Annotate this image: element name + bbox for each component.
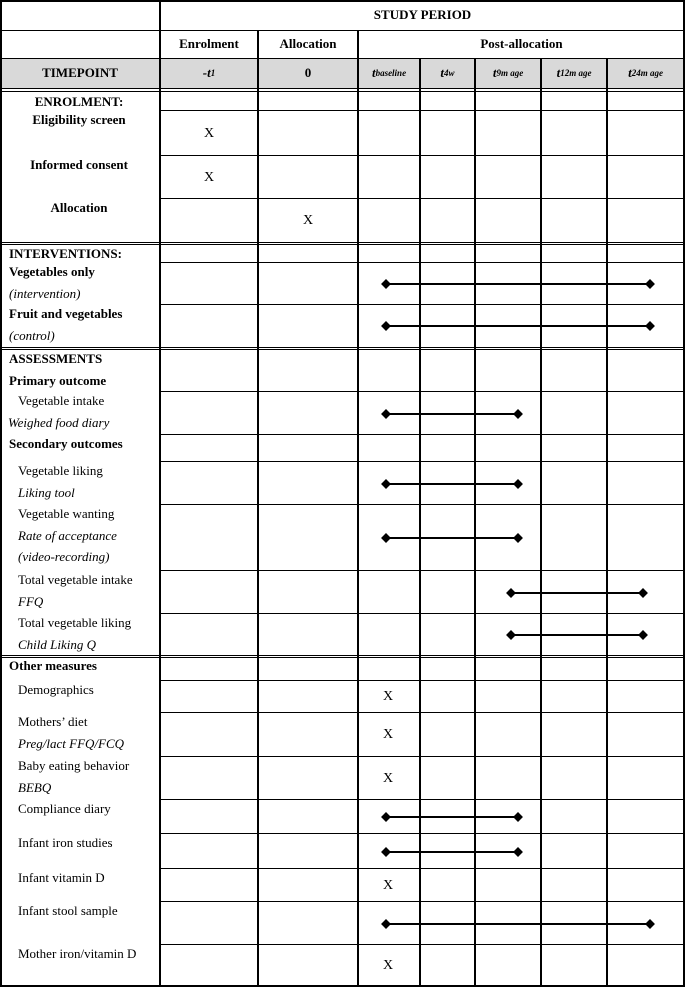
allocation-header: Allocation bbox=[279, 36, 337, 51]
label-line: BEBQ bbox=[18, 779, 52, 795]
label-line: Primary outcome bbox=[9, 372, 107, 388]
span-start-diamond bbox=[381, 919, 391, 929]
row-divider bbox=[160, 391, 685, 392]
row-label bbox=[0, 460, 158, 503]
label-line: (intervention) bbox=[9, 285, 81, 301]
timepoint-subscript: 9m age bbox=[496, 68, 524, 78]
study-period-header: STUDY PERIOD bbox=[373, 7, 472, 22]
row-divider bbox=[160, 198, 685, 199]
label-line: Infant iron studies bbox=[18, 835, 113, 850]
row-label bbox=[0, 612, 158, 655]
row-divider bbox=[160, 712, 685, 713]
label-line: Rate of acceptance bbox=[18, 527, 117, 543]
label-line: ASSESSMENTS bbox=[9, 351, 103, 366]
span-line bbox=[386, 483, 518, 485]
timepoint-label: t bbox=[440, 65, 445, 80]
timepoint-cell bbox=[607, 58, 684, 88]
x-mark: X bbox=[382, 877, 394, 893]
span-line bbox=[511, 634, 643, 636]
label-line: Compliance diary bbox=[18, 801, 111, 816]
row-divider bbox=[160, 304, 685, 305]
enrolment-header: Enrolment bbox=[179, 36, 239, 51]
timepoint-label: 0 bbox=[304, 65, 312, 80]
border bbox=[357, 30, 359, 987]
header-border bbox=[0, 30, 685, 31]
label-line: Allocation bbox=[50, 200, 108, 215]
span-start-diamond bbox=[381, 812, 391, 822]
row-label bbox=[0, 867, 158, 889]
span-start-diamond bbox=[381, 479, 391, 489]
header-border bbox=[0, 58, 685, 59]
label-line: Fruit and vegetables bbox=[9, 306, 123, 321]
label-line: ENROLMENT: bbox=[34, 94, 124, 109]
span-start-diamond bbox=[506, 630, 516, 640]
span-start-diamond bbox=[381, 533, 391, 543]
row-label bbox=[0, 154, 158, 176]
span-line bbox=[386, 413, 518, 415]
post-allocation-header: Post-allocation bbox=[480, 36, 563, 51]
timepoint-subscript: 1 bbox=[210, 68, 216, 78]
row-label bbox=[0, 197, 158, 219]
row-label bbox=[0, 348, 158, 391]
row-divider bbox=[160, 868, 685, 869]
label-line: Vegetable wanting bbox=[18, 506, 115, 521]
timepoint-header: TIMEPOINT bbox=[42, 65, 118, 80]
span-start-diamond bbox=[381, 409, 391, 419]
row-divider bbox=[160, 833, 685, 834]
row-divider bbox=[160, 901, 685, 902]
span-end-diamond bbox=[513, 409, 523, 419]
row-label bbox=[0, 655, 158, 677]
label-line: Mothers’ diet bbox=[18, 714, 88, 729]
row-divider bbox=[160, 461, 685, 462]
row-divider bbox=[160, 799, 685, 800]
span-start-diamond bbox=[381, 847, 391, 857]
timepoint-subscript: baseline bbox=[375, 68, 407, 78]
timepoint-cell bbox=[358, 58, 420, 88]
x-mark: X bbox=[382, 727, 394, 742]
x-mark: X bbox=[382, 770, 394, 786]
row-label bbox=[0, 679, 158, 701]
label-line: Baby eating behavior bbox=[18, 758, 130, 773]
label-line: Preg/lact FFQ/FCQ bbox=[18, 735, 125, 751]
span-end-diamond bbox=[513, 479, 523, 489]
span-start-diamond bbox=[506, 588, 516, 598]
label-line: Total vegetable liking bbox=[18, 615, 132, 630]
border bbox=[159, 0, 161, 987]
border bbox=[683, 0, 685, 987]
span-start-diamond bbox=[381, 321, 391, 331]
label-line: Child Liking Q bbox=[18, 636, 97, 652]
label-line: Infant stool sample bbox=[18, 903, 118, 918]
timepoint-label: t bbox=[628, 65, 632, 80]
span-end-diamond bbox=[645, 919, 655, 929]
row-label bbox=[0, 390, 158, 433]
header-border bbox=[0, 0, 685, 2]
row-label bbox=[0, 943, 158, 965]
x-mark: X bbox=[382, 957, 394, 973]
label-line: Mother iron/vitamin D bbox=[18, 946, 137, 961]
row-label bbox=[0, 798, 158, 820]
timepoint-cell bbox=[258, 58, 358, 88]
timepoint-subscript: 12m age bbox=[560, 68, 592, 78]
row-divider bbox=[160, 680, 685, 681]
label-line: Informed consent bbox=[30, 157, 128, 172]
span-line bbox=[386, 851, 518, 853]
label-line: Vegetables only bbox=[9, 264, 95, 279]
row-divider bbox=[160, 110, 685, 111]
span-end-diamond bbox=[513, 812, 523, 822]
span-end-diamond bbox=[513, 533, 523, 543]
row-divider bbox=[160, 613, 685, 614]
row-label bbox=[0, 109, 158, 131]
label-line: Total vegetable intake bbox=[18, 572, 133, 587]
row-label bbox=[0, 755, 158, 798]
row-divider bbox=[160, 155, 685, 156]
label-line: FFQ bbox=[18, 593, 44, 609]
timepoint-label: t bbox=[556, 65, 561, 80]
label-line: Infant vitamin D bbox=[18, 870, 105, 885]
label-line: Secondary outcomes bbox=[9, 436, 123, 451]
row-label bbox=[0, 832, 158, 854]
span-line bbox=[386, 537, 518, 539]
row-divider bbox=[160, 262, 685, 263]
row-divider bbox=[160, 434, 685, 435]
label-line: Weighed food diary bbox=[8, 414, 110, 430]
x-mark: X bbox=[382, 689, 394, 704]
row-label bbox=[0, 711, 158, 754]
timepoint-label: -t bbox=[202, 65, 211, 80]
label-line: Demographics bbox=[18, 682, 94, 697]
span-end-diamond bbox=[638, 588, 648, 598]
span-line bbox=[386, 325, 650, 327]
timepoint-label: t bbox=[492, 65, 497, 80]
label-line: INTERVENTIONS: bbox=[9, 246, 122, 261]
span-end-diamond bbox=[645, 279, 655, 289]
span-line bbox=[386, 816, 518, 818]
row-label bbox=[0, 900, 158, 922]
label-line: Other measures bbox=[9, 658, 97, 673]
span-line bbox=[511, 592, 643, 594]
span-line bbox=[386, 923, 650, 925]
row-label bbox=[0, 261, 158, 304]
span-end-diamond bbox=[513, 847, 523, 857]
timepoint-subscript: 4w bbox=[444, 68, 455, 78]
row-divider bbox=[160, 944, 685, 945]
row-divider bbox=[160, 504, 685, 505]
label-line: Vegetable intake bbox=[18, 393, 105, 408]
span-line bbox=[386, 283, 650, 285]
timepoint-label: t bbox=[371, 65, 376, 80]
timepoint-cell bbox=[160, 58, 258, 88]
x-mark: X bbox=[302, 212, 314, 228]
row-divider bbox=[160, 756, 685, 757]
label-line: (video-recording) bbox=[18, 549, 110, 564]
span-end-diamond bbox=[645, 321, 655, 331]
timepoint-cell bbox=[475, 58, 541, 88]
row-label bbox=[0, 569, 158, 612]
header-border bbox=[0, 88, 685, 89]
border bbox=[257, 30, 259, 987]
x-mark: X bbox=[203, 169, 215, 185]
timepoint-cell bbox=[420, 58, 475, 88]
x-mark: X bbox=[203, 125, 215, 141]
label-line: (control) bbox=[9, 327, 55, 343]
timepoint-cell bbox=[541, 58, 607, 88]
label-line: Vegetable liking bbox=[18, 463, 103, 478]
row-label bbox=[0, 303, 158, 346]
span-start-diamond bbox=[381, 279, 391, 289]
row-label bbox=[0, 503, 158, 568]
label-line: Liking tool bbox=[18, 484, 75, 500]
label-line: Eligibility screen bbox=[32, 112, 126, 127]
span-end-diamond bbox=[638, 630, 648, 640]
timepoint-subscript: 24m age bbox=[631, 68, 663, 78]
row-divider bbox=[160, 570, 685, 571]
row-label bbox=[0, 433, 158, 455]
